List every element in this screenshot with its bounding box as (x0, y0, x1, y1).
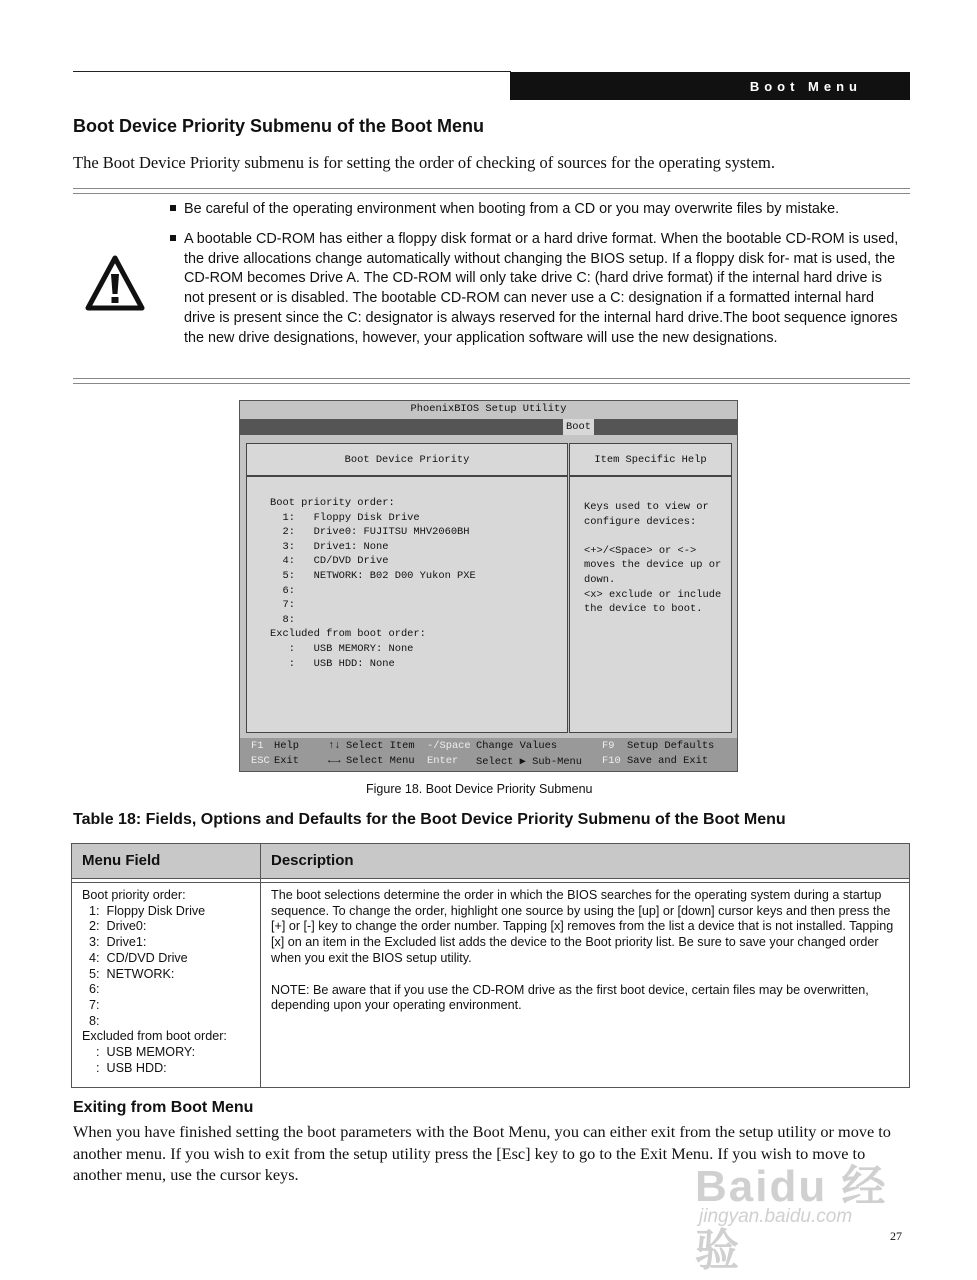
bios-key-updown: ↑↓ (328, 740, 341, 752)
bios-help-line: the device to boot. (584, 603, 703, 616)
description-cell (271, 888, 901, 1014)
bios-footer (240, 738, 737, 771)
bios-help-panel (569, 476, 732, 733)
figure-caption: Figure 18. Boot Device Priority Submenu (366, 782, 593, 796)
bios-screenshot (239, 400, 738, 772)
field-line: 3: Drive1: (82, 935, 147, 950)
field-line: 2: Drive0: (82, 919, 147, 934)
field-line: : USB MEMORY: (82, 1045, 196, 1060)
bullet-square (170, 235, 176, 241)
bios-boot-line[interactable]: : USB MEMORY: None (270, 643, 414, 655)
bios-boot-line[interactable]: 8: (270, 613, 295, 626)
caution-bottom-rule (73, 378, 910, 384)
bios-right-title: Item Specific Help (594, 454, 707, 466)
field-line: 4: CD/DVD Drive (82, 950, 188, 965)
bios-help-line: configure devices: (584, 515, 697, 528)
fields-table (71, 843, 910, 1088)
bullet-square (170, 205, 176, 211)
menu-field-cell (82, 888, 254, 1076)
table-header-gap (72, 878, 909, 883)
bios-boot-line[interactable]: 4: CD/DVD Drive (270, 555, 389, 568)
bios-title: PhoenixBIOS Setup Utility (410, 403, 567, 415)
warning-icon (84, 254, 146, 312)
caution-list (168, 200, 900, 359)
bios-help-line: Keys used to view or (584, 501, 709, 513)
section-header: Boot Menu (510, 72, 910, 100)
field-line: 6: (82, 982, 100, 997)
bios-boot-line[interactable]: : USB HDD: None (270, 657, 395, 670)
bios-key-minus: -/Space (427, 740, 471, 752)
description-note: NOTE: Be aware that if you use the CD-ROM drive as the first boot device, certain files may be overwritten, depending upon your operating environment. (271, 982, 869, 1013)
caution-item (168, 200, 900, 220)
field-line: 1: Floppy Disk Drive (82, 903, 206, 918)
table-column-divider (260, 844, 261, 1087)
bios-boot-line[interactable]: 3: Drive1: None (270, 540, 389, 553)
bios-key-label: Help (274, 740, 299, 752)
col-header-menu-field: Menu Field (82, 852, 161, 869)
bios-key-f1: F1 (251, 740, 264, 752)
field-line: 7: (82, 997, 100, 1012)
bios-key-label: Change Values (476, 740, 558, 752)
bios-help-line: down. (584, 574, 616, 586)
field-line: : USB HDD: (82, 1060, 167, 1075)
watermark-url: jingyan.baidu.com (699, 1206, 853, 1227)
bios-boot-line[interactable]: 1: Floppy Disk Drive (270, 511, 420, 524)
bios-boot-line[interactable]: 5: NETWORK: B02 D00 Yukon PXE (270, 570, 476, 582)
bios-help-line: <x> exclude or include (584, 588, 722, 601)
bios-left-header (246, 443, 568, 476)
bios-key-label: Setup Defaults (627, 740, 715, 752)
field-line: 5: NETWORK: (82, 966, 175, 981)
bios-key-esc: ESC (251, 755, 270, 767)
field-line: 8: (82, 1013, 100, 1028)
top-rule (73, 71, 511, 72)
bios-menubar (240, 419, 737, 435)
field-line: Boot priority order: (82, 888, 186, 902)
watermark-logo-text: Baidu 经验 (695, 1162, 888, 1275)
table-title: Table 18: Fields, Options and Defaults for the Boot Device Priority Submenu of the Boot Menu (73, 811, 786, 828)
bios-key-label: Select Menu (346, 755, 415, 767)
bios-left-title: Boot Device Priority (344, 454, 470, 466)
bios-boot-line: Boot priority order: (270, 497, 395, 509)
bios-boot-line: Excluded from boot order: (270, 628, 426, 641)
bios-boot-line[interactable]: 6: (270, 584, 295, 597)
field-line: Excluded from boot order: (82, 1029, 227, 1044)
bios-tab-boot[interactable]: Boot (563, 419, 594, 435)
table-header-row (72, 844, 909, 879)
bios-key-label: Select Item (346, 740, 415, 752)
bios-key-enter: Enter (427, 755, 459, 767)
caution-text: A bootable CD-ROM has either a floppy disk format or a hard drive format. When the bootable CD-ROM is used, the drive allocations change automatically without changing the BIOS setup. If a floppy disk for- mat is used, the CD-ROM becomes Drive A. The CD-ROM will only take drive C: (hard drive format) if the internal hard drive is not present or is disabled. The bootable CD-ROM can never use a C: designation if a formatted internal hard drive is present since the C: designator is always reserved for the internal hard drive.The boot sequence ignores the new drive designations, however, your application software will use the new designations. (184, 230, 899, 346)
page-heading: Boot Device Priority Submenu of the Boot Menu (73, 116, 485, 136)
bios-boot-line[interactable]: 7: (270, 599, 295, 612)
page-number: 27 (890, 1229, 902, 1243)
exit-heading: Exiting from Boot Menu (73, 1099, 254, 1116)
caution-top-rule (73, 188, 910, 194)
caution-text: Be careful of the operating environment when booting from a CD or you may overwrite files by mistake. (184, 201, 840, 217)
caution-item (168, 230, 900, 349)
intro-paragraph: The Boot Device Priority submenu is for setting the order of checking of sources for the operating system. (73, 153, 775, 172)
bios-help-line: <+>/<Space> or <-> (584, 544, 697, 557)
bios-key-label: Select ▶ Sub-Menu (476, 756, 583, 768)
bios-key-f9: F9 (602, 740, 615, 752)
bios-boot-order-panel (246, 476, 568, 733)
bios-key-f10: F10 (602, 755, 621, 767)
col-header-description: Description (271, 852, 354, 869)
description-paragraph: The boot selections determine the order in which the BIOS searches for the operating system during a startup sequence. To change the order, highlight one source by using the [up] or [down] cursor keys and then press the [+] or [-] key to change the order number. Tapping [x] removes from the list a device that is not installed. Tapping [x] on an item in the Excluded list adds the device to the Boot priority list. Be sure to save your changed order when you exit the BIOS setup utility. (271, 888, 894, 965)
exit-paragraph: When you have finished setting the boot parameters with the Boot Menu, you can either exit from the setup utility or move to another menu. If you wish to exit from the setup utility press the [Esc] key to go to the Exit Menu. If you wish to move to another menu, use the cursor keys. (73, 1122, 891, 1184)
bios-boot-line[interactable]: 2: Drive0: FUJITSU MHV2060BH (270, 526, 470, 539)
bios-key-label: Save and Exit (627, 755, 709, 767)
bios-right-header (569, 443, 732, 476)
bios-help-line: moves the device up or (584, 559, 722, 572)
bios-key-leftright: ←→ (328, 755, 341, 767)
bios-key-label: Exit (274, 755, 299, 767)
